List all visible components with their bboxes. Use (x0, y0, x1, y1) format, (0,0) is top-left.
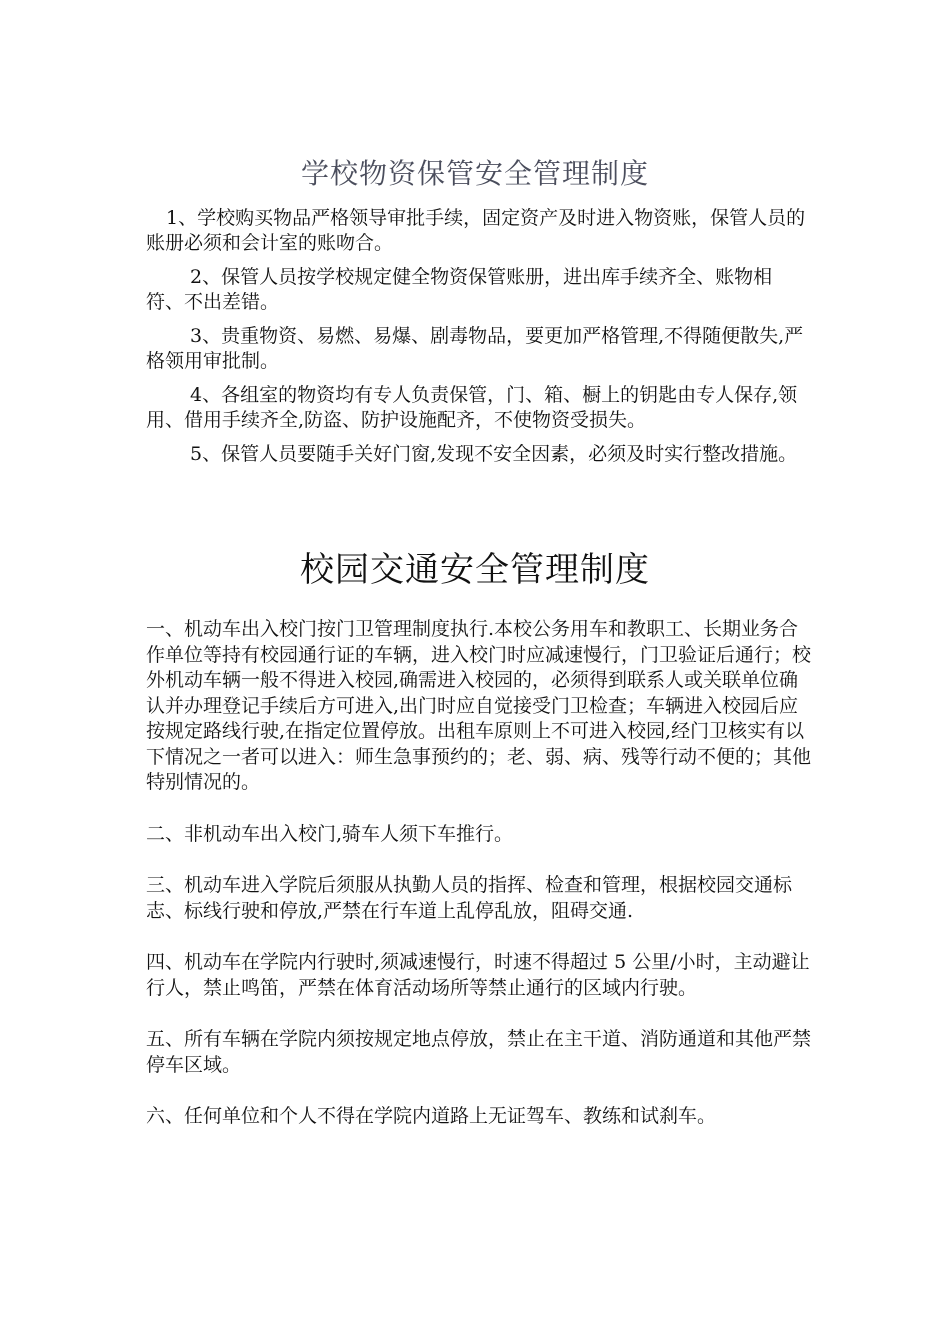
section1-paragraph-1: 1、学校购买物品严格领导审批手续，固定资产及时进入物资账，保管人员的账册必须和会计室的账吻合。 (146, 207, 806, 254)
section2-paragraph-5: 五、所有车辆在学院内须按规定地点停放，禁止在主干道、消防通道和其他严禁停车区域。 (146, 1028, 812, 1076)
section2-paragraph-2: 二、非机动车出入校门,骑车人须下车推行。 (146, 822, 514, 845)
section1-paragraph-3: 3、贵重物资、易燃、易爆、剧毒物品，要更加严格管理,不得随便散失,严格领用审批制。 (146, 325, 804, 372)
section2-title: 校园交通安全管理制度 (300, 550, 650, 590)
section1-paragraph-2: 2、保管人员按学校规定健全物资保管账册，进出库手续齐全、账物相符、不出差错。 (146, 266, 773, 313)
section1-title: 学校物资保管安全管理制度 (300, 157, 649, 190)
section2-body (146, 617, 812, 1156)
section2-paragraph-6: 六、任何单位和个人不得在学院内道路上无证驾车、教练和试刹车。 (146, 1105, 717, 1127)
section1-paragraph-5: 5、保管人员要随手关好门窗,发现不安全因素，必须及时实行整改措施。 (190, 443, 798, 465)
section2-paragraph-1: 一、机动车出入校门按门卫管理制度执行.本校公务用车和教职工、长期业务合作单位等持有校园通行证的车辆，进入校门时应减速慢行，门卫验证后通行；校外机动车辆一般不得进入校园,确需进入校园的，必须得到联系人或关联单位确认并办理登记手续后方可进入,出门时应自觉接受门卫检查；车辆进入校园后应按规定路线行驶,在指定位置停放。出租车原则上不可进入校园,经门卫核实有以下情况之一者可以进入：师生急事预约的；老、弱、病、残等行动不便的；其他特别情况的。 (146, 618, 812, 793)
section2-paragraph-3: 三、机动车进入学院后须服从执勤人员的指挥、检查和管理，根据校园交通标志、标线行驶和停放,严禁在行车道上乱停乱放，阻碍交通. (146, 874, 793, 922)
section2-paragraph-4: 四、机动车在学院内行驶时,须减速慢行，时速不得超过 5 公里/小时，主动避让行人，禁止鸣笛，严禁在体育活动场所等禁止通行的区域内行驶。 (146, 951, 810, 999)
section1-paragraph-4: 4、各组室的物资均有专人负责保管，门、箱、橱上的钥匙由专人保存,领用、借用手续齐全,防盗、防护设施配齐，不使物资受损失。 (146, 384, 798, 431)
section1-body (146, 206, 810, 476)
